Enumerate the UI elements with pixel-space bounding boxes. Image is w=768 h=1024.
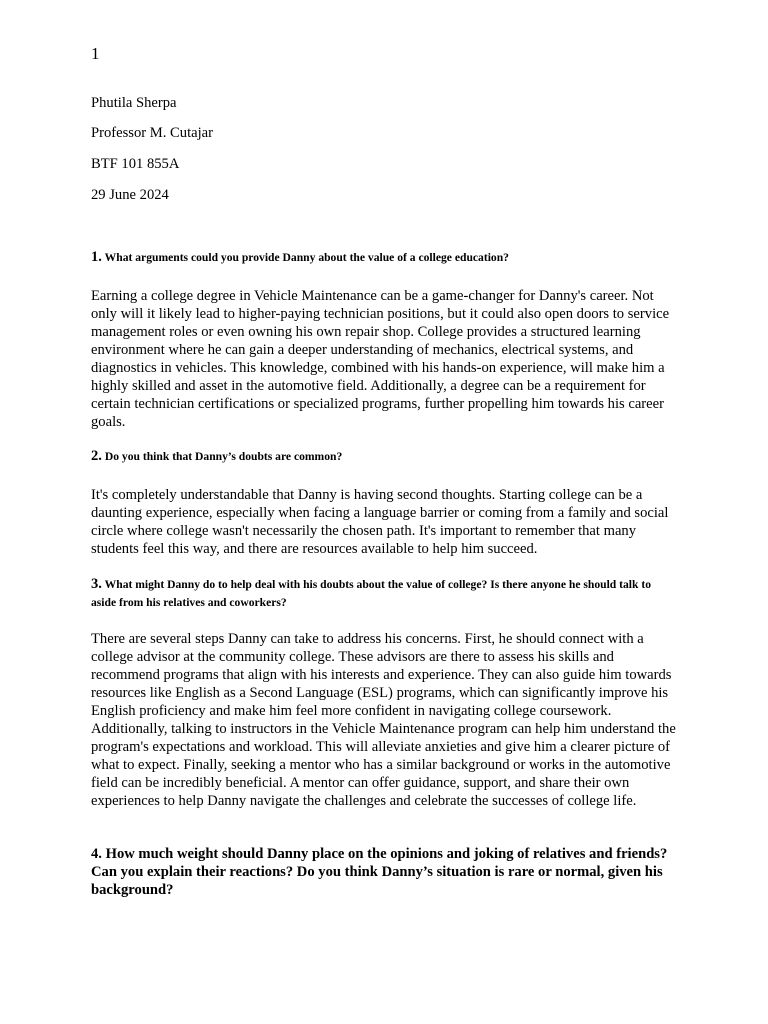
question-1-number: 1. [91, 249, 102, 265]
question-3 [91, 575, 671, 612]
question-2-number: 2. [91, 448, 102, 464]
professor-name: Professor M. Cutajar [91, 125, 214, 141]
page-number: 1 [91, 44, 100, 63]
question-2-text: Do you think that Danny’s doubts are common? [104, 450, 343, 463]
question-1-text: What arguments could you provide Danny about the value of a college education? [104, 251, 509, 264]
question-4: 4. How much weight should Danny place on the opinions and joking of relatives and friends? Can you explain their reactions? Do you think Danny’s situation is rare or normal, given his background? [91, 846, 668, 898]
answer-1: Earning a college degree in Vehicle Maintenance can be a game-changer for Danny's career. Not only will it likely lead to higher-paying technician positions, but it could also open doors to service management roles or even owning his own repair shop. College provides a structured learning environment where he can gain a deeper understanding of mechanics, electrical systems, and diagnostics in vehicles. This knowledge, combined with his hands-on experience, will make him a highly skilled and asset in the automotive field. Additionally, a degree can be a requirement for certain technician certifications or specialized programs, further propelling him towards his career goals. [91, 288, 670, 430]
student-name: Phutila Sherpa [91, 95, 177, 111]
question-3-number: 3. [91, 576, 102, 592]
question-2 [91, 447, 671, 466]
answer-2: It's completely understandable that Danny is having second thoughts. Starting college can be a daunting experience, especially when facing a language barrier or coming from a family and social circle where college wasn't necessarily the chosen path. It's important to remember that many students feel this way, and there are resources available to help him succeed. [91, 487, 669, 557]
submission-date: 29 June 2024 [91, 187, 169, 203]
question-3-text: What might Danny do to help deal with his doubts about the value of college? Is there anyone he should talk to aside from his relatives and coworkers? [91, 578, 652, 609]
answer-3: There are several steps Danny can take to address his concerns. First, he should connect with a college advisor at the community college. These advisors are there to assess his skills and recommend programs that align with his interests and experience. They can also guide him towards resources like English as a Second Language (ESL) programs, which can significantly improve his English proficiency and make him feel more confident in navigating college coursework. Additionally, talking to instructors in the Vehicle Maintenance program can help him understand the program's expectations and workload. This will alleviate anxieties and give him a clearer picture of what to expect. Finally, seeking a mentor who has a similar background or works in the automotive field can be incredibly beneficial. A mentor can offer guidance, support, and share their own experiences to help Danny navigate the challenges and celebrate the successes of college life. [91, 631, 676, 809]
question-1 [91, 248, 671, 267]
course-code: BTF 101 855A [91, 156, 180, 172]
